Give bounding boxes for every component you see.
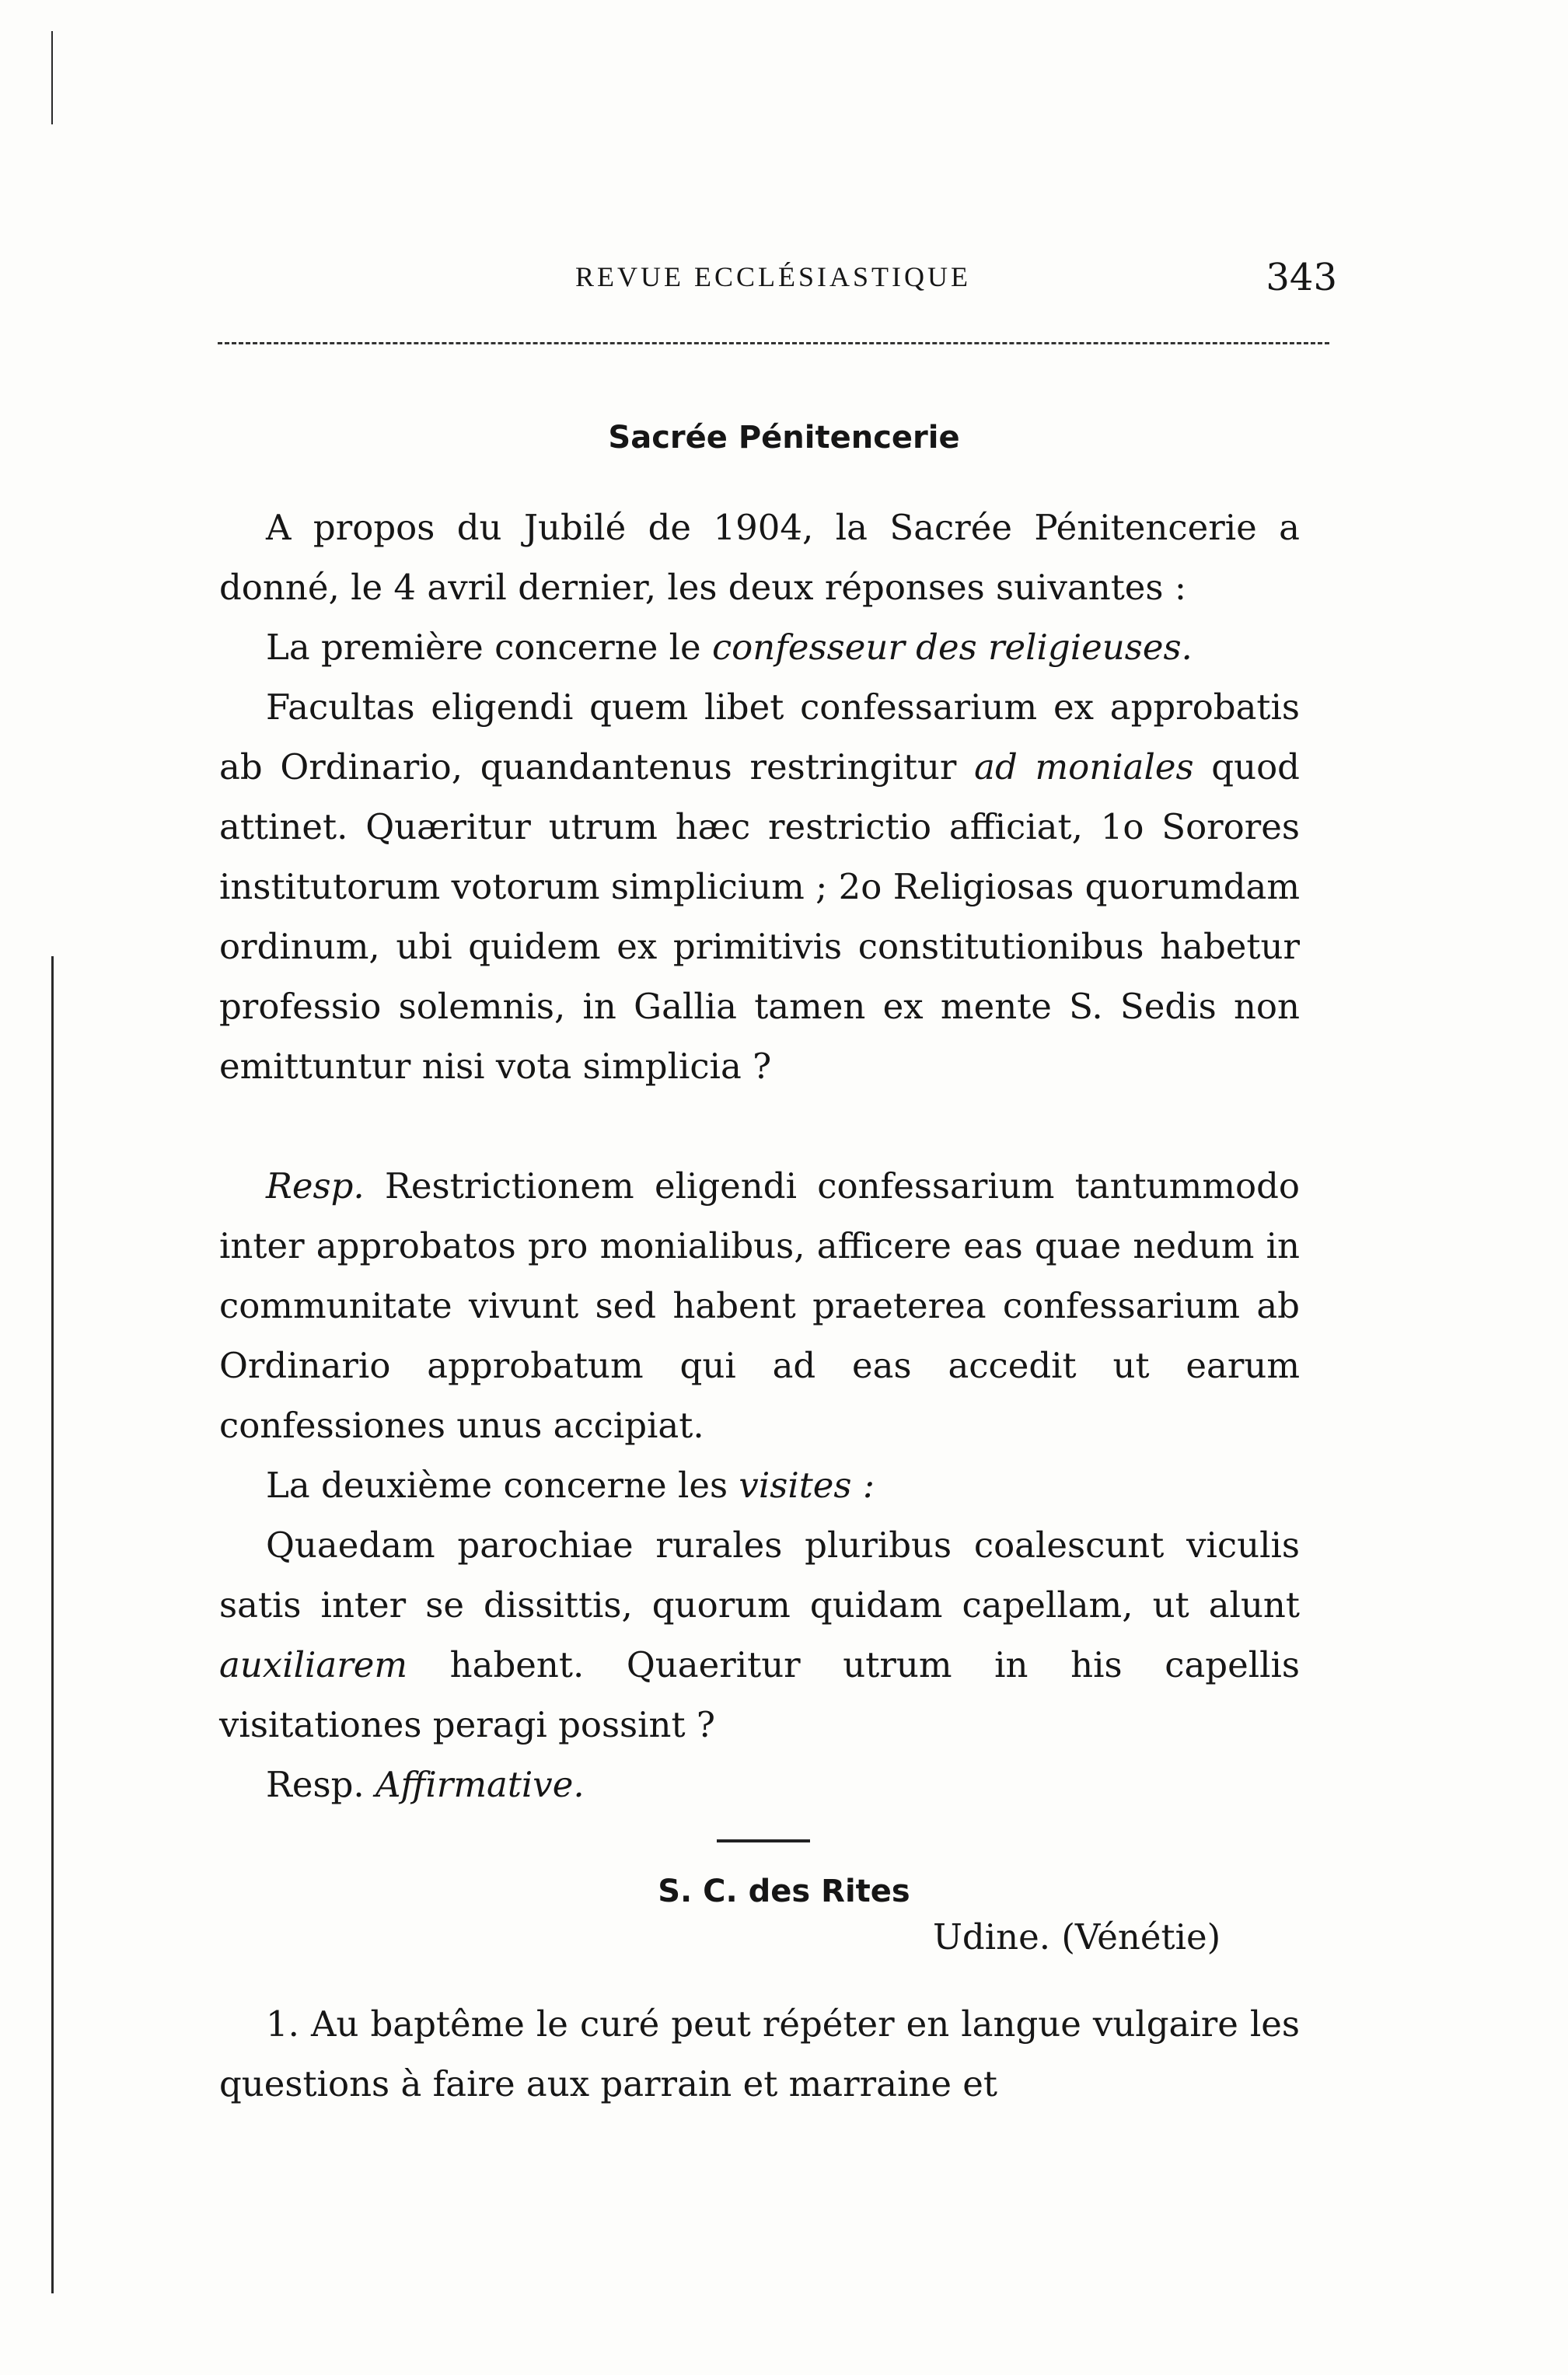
first-subject-paragraph (219, 617, 1300, 677)
header-rule (218, 342, 1329, 344)
intro-text: A propos du Jubilé de 1904, la Sacrée Pénitencerie a donné, le 4 avril dernier, les deux réponses suivantes : (219, 507, 1300, 608)
question-1-italic: ad moniales (974, 746, 1194, 788)
section-title-penitencerie: Sacrée Pénitencerie (608, 420, 960, 456)
question-2-italic: auxiliarem (219, 1644, 408, 1685)
response-2-label: Resp. (266, 1764, 376, 1805)
question-2-text-b: habent. Quaeritur utrum in his capellis visitationes peragi possint ? (219, 1644, 1300, 1745)
running-title: REVUE ECCLÉSIASTIQUE (575, 261, 971, 292)
response-1-label: Resp. (266, 1165, 365, 1207)
question-1-text-a: Facultas eligendi quem libet confessarium ex approbatis ab Ordinario, quandantenus restringitur (219, 686, 1300, 788)
item-1-paragraph (219, 1994, 1300, 2114)
first-subject-text: confesseur des religieuses. (711, 627, 1193, 668)
response-1-text: Restrictionem eligendi confessarium tantummodo inter approbatos pro monialibus, afficere eas quae nedum in communitate vivunt sed habent praeterea confessarium ab Ordinario approbatum qui ad eas accedit ut earum confessiones unus accipiat. (219, 1165, 1300, 1446)
place-line: Udine. (Vénétie) (933, 1916, 1221, 1958)
section-divider (717, 1839, 810, 1842)
section-title-rites: S. C. des Rites (658, 1874, 910, 1909)
binding-margin-line (51, 956, 54, 2293)
item-1-text: 1. Au baptême le curé peut répéter en langue vulgaire les questions à faire aux parrain et marraine et (219, 2003, 1300, 2104)
first-lead-text: La première concerne le (266, 627, 712, 668)
intro-paragraph (219, 498, 1300, 617)
question-1-text-b: quod attinet. Quæritur utrum hæc restrictio afficiat, 1o Sorores institutorum votorum simplicium ; 2o Religiosas quorumdam ordinum, ubi quidem ex primitivis constitutionibus habetur professio solemnis, in Gallia tamen ex mente S. Sedis non emittuntur nisi vota simplicia ? (219, 746, 1300, 1087)
second-subject-paragraph (219, 1455, 1300, 1515)
question-2-paragraph (219, 1515, 1300, 1755)
second-subject-text: visites : (739, 1465, 875, 1506)
question-1-paragraph (219, 677, 1300, 1096)
response-2-text: Affirmative. (375, 1764, 585, 1805)
binding-margin-line (51, 31, 53, 124)
second-lead-text: La deuxième concerne les (266, 1465, 739, 1506)
page-header (218, 256, 1337, 307)
response-2-paragraph (219, 1755, 1300, 1814)
response-1-paragraph (219, 1156, 1300, 1455)
page-number: 343 (1266, 256, 1337, 299)
question-2-text-a: Quaedam parochiae rurales pluribus coalescunt viculis satis inter se dissittis, quorum quidam capellam, ut alunt (219, 1525, 1300, 1626)
